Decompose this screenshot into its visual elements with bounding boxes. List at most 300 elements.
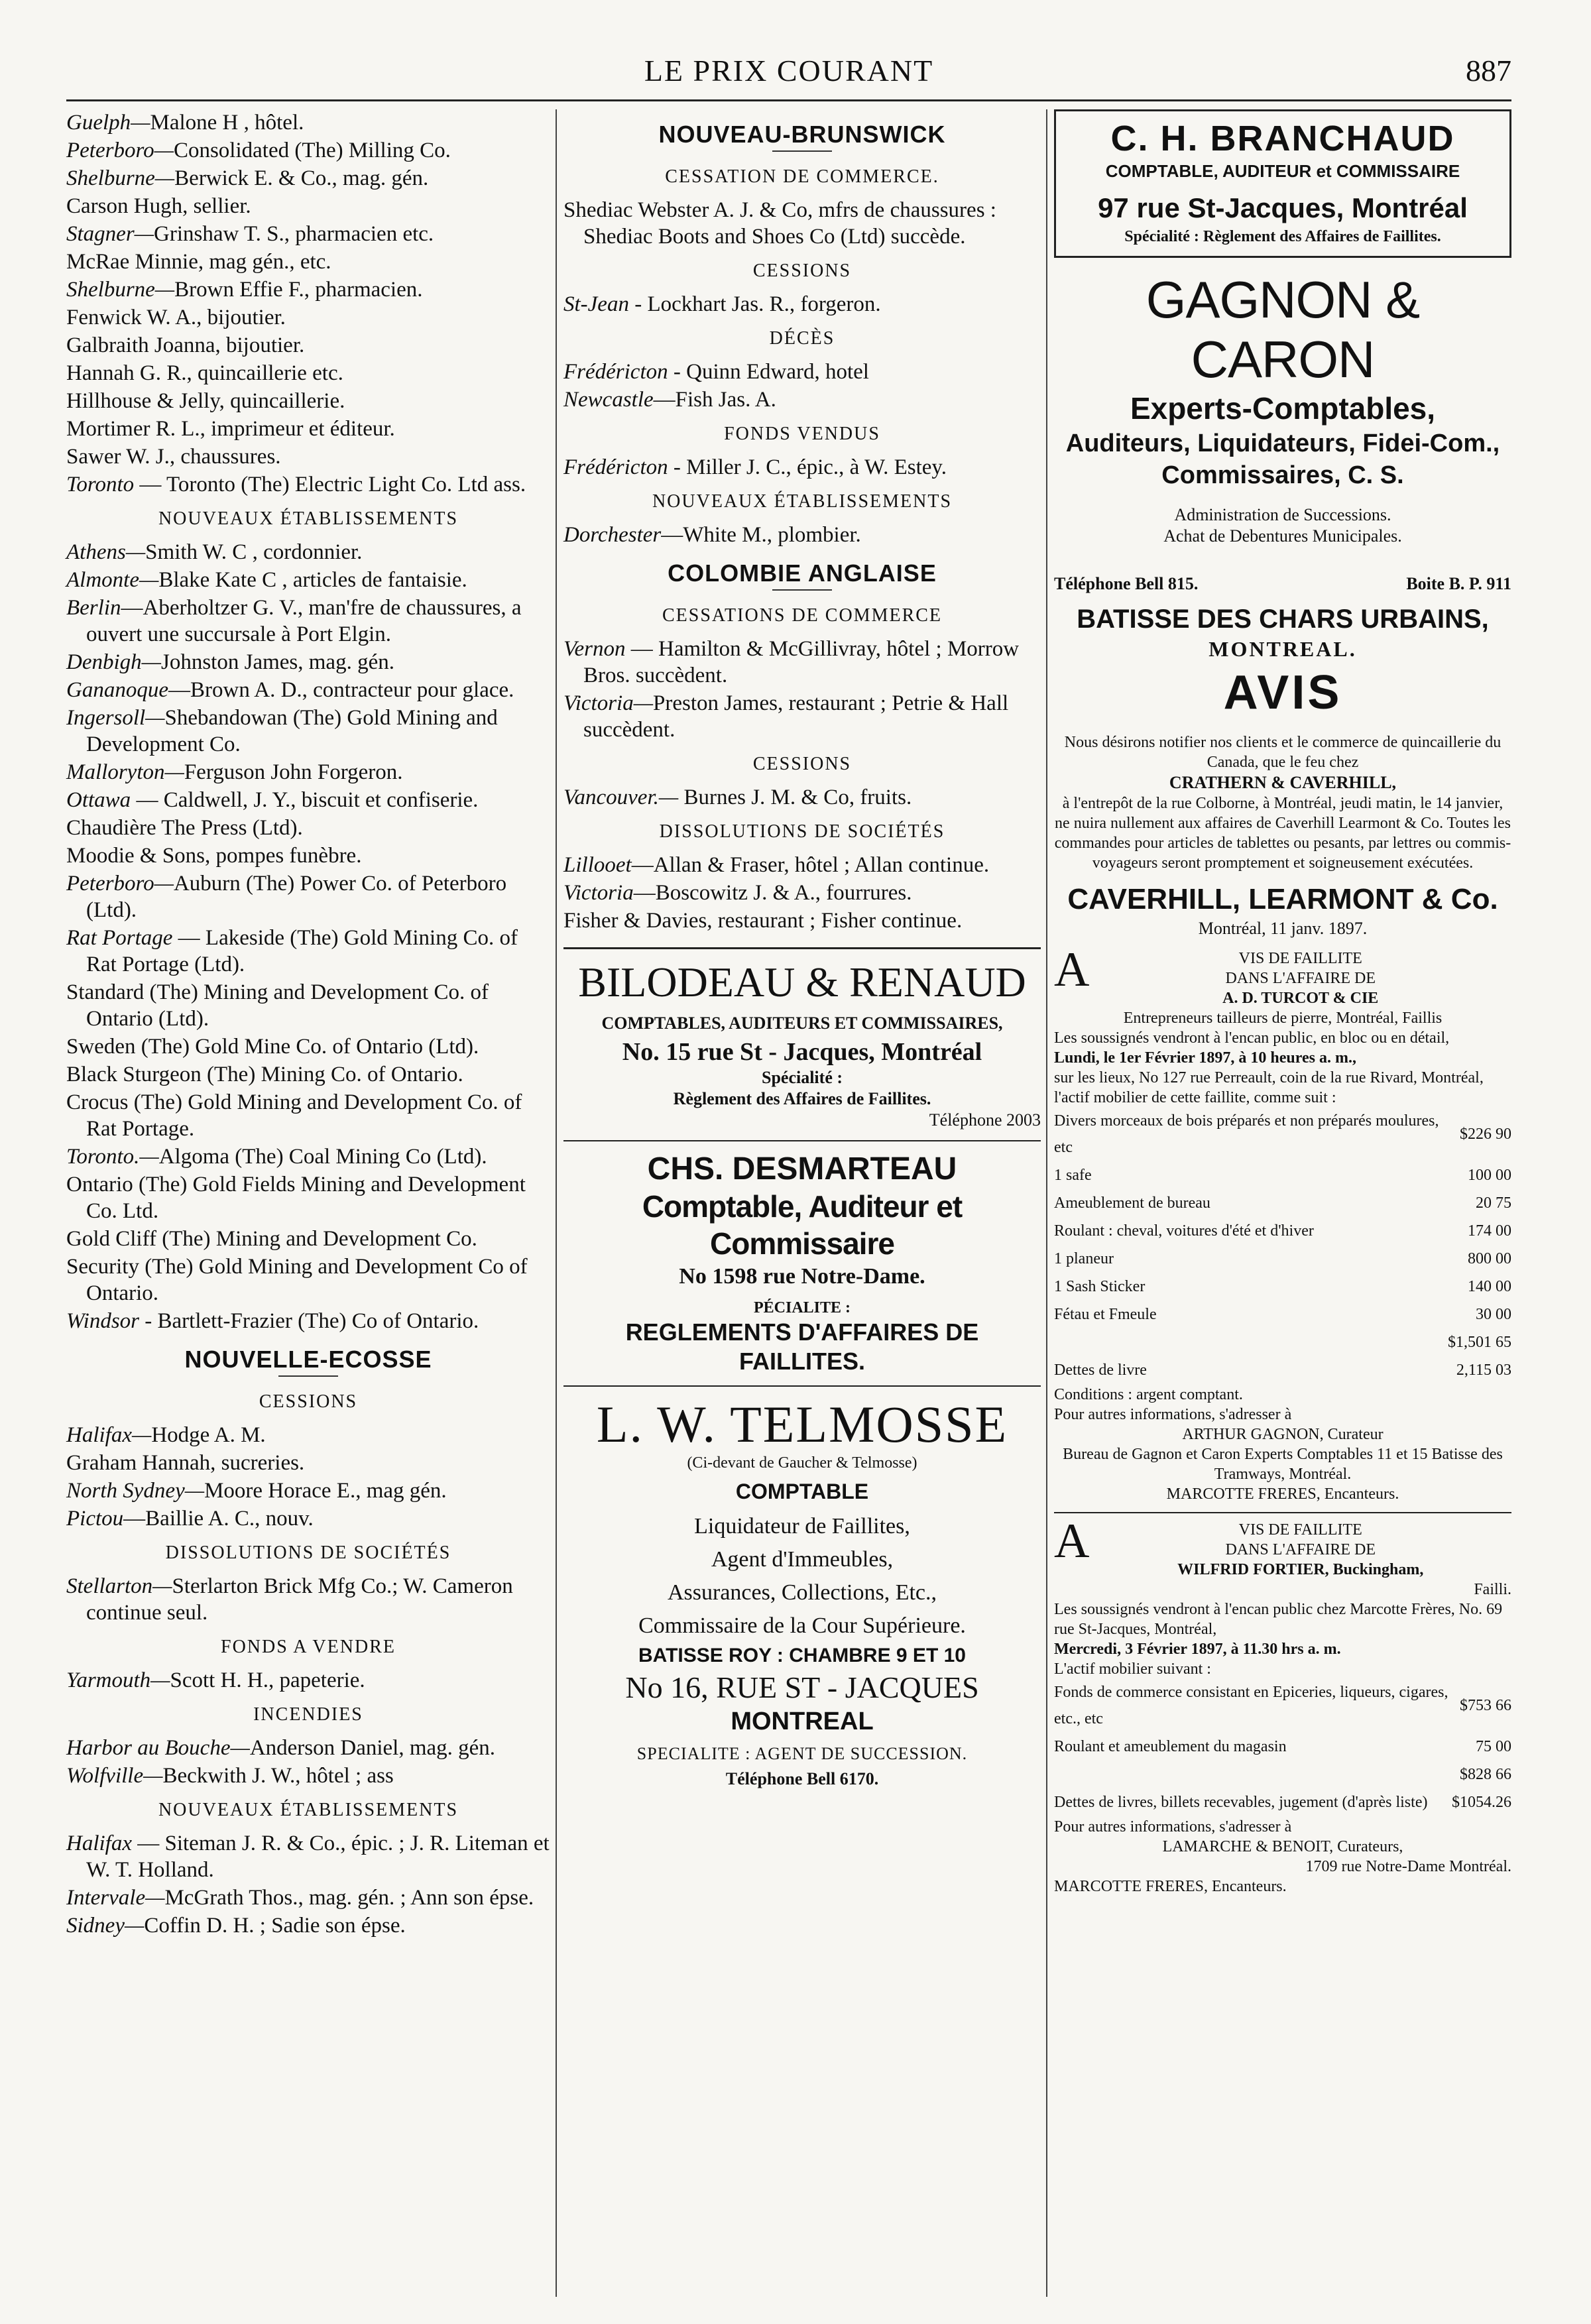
notice-info: Pour autres informations, s'adresser à bbox=[1054, 1406, 1292, 1423]
entry-text: Brown Effie F., pharmacien. bbox=[174, 278, 423, 302]
notice-title: VIS DE FAILLITE bbox=[1238, 1521, 1362, 1539]
entry-place: Rat Portage bbox=[66, 926, 173, 950]
section-heading: DISSOLUTIONS DE SOCIÉTÉS bbox=[165, 1542, 451, 1563]
table-row bbox=[1054, 1789, 1511, 1817]
notice-head-text bbox=[1089, 1520, 1511, 1580]
entry-text: — Lakeside (The) Gold Mining Co. of Rat Portage (Ltd). bbox=[86, 926, 518, 976]
notice-entry bbox=[66, 471, 550, 498]
entry-text: Shediac Webster A. J. & Co, mfrs de chaussures : Shediac Boots and Shoes Co (Ltd) succède. bbox=[563, 198, 996, 249]
entry-text: Grinshaw T. S., pharmacien etc. bbox=[154, 222, 434, 246]
ad-name: L. W. TELMOSSE bbox=[596, 1395, 1008, 1453]
entry-text: Johnston James, mag. gén. bbox=[161, 650, 394, 674]
items-table bbox=[1054, 1108, 1511, 1385]
entry-text: - Bartlett-Frazier (The) Co of Ontario. bbox=[139, 1309, 479, 1333]
section-heading: INCENDIES bbox=[253, 1704, 363, 1725]
entry-text: Carson Hugh, sellier. bbox=[66, 194, 251, 218]
ad-address: 97 rue St-Jacques, Montréal bbox=[1098, 192, 1468, 223]
notice-entry bbox=[66, 759, 550, 785]
notice-entry bbox=[66, 1830, 550, 1883]
ad-avis bbox=[1054, 666, 1511, 939]
entry-place: Ingersoll— bbox=[66, 706, 165, 730]
table-row bbox=[1054, 1733, 1511, 1761]
ad-telmosse bbox=[563, 1396, 1041, 1790]
notice-head bbox=[1054, 943, 1511, 1008]
notice-entry bbox=[66, 870, 550, 923]
notice-title: VIS DE FAILLITE bbox=[1238, 950, 1362, 967]
entry-text: Shebandowan (The) Gold Mining and Development Co. bbox=[86, 706, 498, 756]
entry-place: Toronto.— bbox=[66, 1145, 159, 1169]
notice-entry bbox=[66, 360, 550, 386]
entry-place: Halifax— bbox=[66, 1423, 152, 1447]
entry-text: Standard (The) Mining and Development Co. of Ontario (Ltd). bbox=[66, 980, 489, 1031]
notice-entry bbox=[563, 784, 1041, 811]
item-label: Ameublement de bureau bbox=[1054, 1194, 1210, 1212]
ad-line: Assurances, Collections, Etc., bbox=[667, 1580, 937, 1605]
ad-address: No 16, RUE ST - JACQUES bbox=[625, 1670, 979, 1704]
section-heading: CESSATION DE COMMERCE. bbox=[665, 166, 939, 187]
entry-place: Vernon bbox=[563, 637, 626, 661]
ad-line: Administration de Successions. bbox=[1174, 505, 1391, 524]
ad-spec2: REGLEMENTS D'AFFAIRES DE FAILLITES. bbox=[625, 1318, 979, 1375]
ad-gagnon-caron bbox=[1054, 270, 1511, 662]
notice-entry bbox=[563, 636, 1041, 689]
section-heading: NOUVEAUX ÉTABLISSEMENTS bbox=[158, 1800, 459, 1820]
table-row bbox=[1054, 1679, 1511, 1733]
table-row bbox=[1054, 1246, 1511, 1273]
notice-entry bbox=[66, 1143, 550, 1170]
notice-entry bbox=[66, 539, 550, 565]
ad-line: Comptable, Auditeur et Commissaire bbox=[642, 1189, 963, 1261]
ad-spec: Spécialité : bbox=[761, 1068, 843, 1087]
drop-cap: A bbox=[1054, 943, 1090, 997]
entry-text: Fisher & Davies, restaurant ; Fisher continue. bbox=[563, 909, 963, 933]
notice-entry bbox=[66, 276, 550, 303]
table-row bbox=[1054, 1218, 1511, 1246]
province-heading bbox=[563, 121, 1041, 152]
notice-entry bbox=[66, 815, 550, 841]
ad-former: (Ci-devant de Gaucher & Telmosse) bbox=[687, 1454, 917, 1472]
notice-auctioneer: MARCOTTE FRERES, Encanteurs. bbox=[1166, 1485, 1399, 1503]
ad-title: AVIS bbox=[1223, 666, 1342, 719]
entry-text: Gold Cliff (The) Mining and Development Co. bbox=[66, 1227, 477, 1251]
entry-text: Scott H. H., papeterie. bbox=[170, 1668, 365, 1692]
section-heading: FONDS VENDUS bbox=[724, 424, 880, 444]
entry-text: Ontario (The) Gold Fields Mining and Development Co. Ltd. bbox=[66, 1173, 526, 1223]
notice-entry bbox=[66, 1171, 550, 1224]
table-row bbox=[1054, 1301, 1511, 1329]
item-value: $226 90 bbox=[1460, 1126, 1511, 1143]
notice-entry bbox=[563, 359, 1041, 385]
ad-batisse: BATISSE DES CHARS URBAINS, bbox=[1077, 605, 1489, 634]
entry-text: — Siteman J. R. & Co., épic. ; J. R. Liteman et W. T. Holland. bbox=[86, 1831, 550, 1882]
page-header bbox=[66, 46, 1511, 99]
entry-place: Victoria bbox=[563, 881, 634, 905]
entry-text: Anderson Daniel, mag. gén. bbox=[249, 1736, 496, 1760]
entry-place: Intervale— bbox=[66, 1886, 165, 1910]
ad-city: MONTREAL bbox=[731, 1708, 874, 1735]
notice-head-text bbox=[1089, 949, 1511, 1008]
ad-spec: PÉCIALITE : bbox=[753, 1299, 851, 1316]
total-value: $1,501 65 bbox=[1448, 1334, 1511, 1351]
item-label: 1 Sash Sticker bbox=[1054, 1278, 1146, 1295]
entry-place: Stagner— bbox=[66, 222, 154, 246]
notice-entry bbox=[66, 1089, 550, 1142]
items-table bbox=[1054, 1679, 1511, 1817]
notice-entry bbox=[563, 690, 1041, 743]
entry-place: Denbigh— bbox=[66, 650, 161, 674]
ad-name: GAGNON & CARON bbox=[1146, 270, 1420, 388]
entry-text: Malone H , hôtel. bbox=[150, 111, 304, 135]
table-row bbox=[1054, 1761, 1511, 1789]
entry-place: North Sydney— bbox=[66, 1479, 205, 1503]
notice-body: L'actif mobilier suivant : bbox=[1054, 1660, 1211, 1678]
header-rule bbox=[66, 99, 1511, 101]
notice-entry bbox=[563, 880, 1041, 906]
notice-entry bbox=[563, 522, 1041, 548]
entry-text: Smith W. C , cordonnier. bbox=[145, 540, 363, 564]
notice-date: Mercredi, 3 Février 1897, à 11.30 hrs a. m. bbox=[1054, 1641, 1341, 1658]
item-value: 140 00 bbox=[1468, 1278, 1511, 1295]
entry-text: —Baillie A. C., nouv. bbox=[123, 1507, 314, 1531]
ad-firm: CRATHERN & CAVERHILL, bbox=[1169, 773, 1397, 792]
divider bbox=[563, 947, 1041, 949]
item-value: $1054.26 bbox=[1452, 1794, 1511, 1811]
ad-address: No 1598 rue Notre-Dame. bbox=[679, 1264, 925, 1289]
entry-place: Victoria— bbox=[563, 691, 654, 715]
ad-phone: Téléphone Bell 6170. bbox=[725, 1769, 879, 1788]
journal-title: LE PRIX COURANT bbox=[644, 54, 934, 87]
item-value: 100 00 bbox=[1468, 1167, 1511, 1184]
entry-place: Wolfville— bbox=[66, 1764, 163, 1788]
notice-name: A. D. TURCOT & CIE bbox=[1222, 990, 1379, 1007]
notice-entry bbox=[563, 852, 1041, 878]
section-heading: NOUVEAUX ÉTABLISSEMENTS bbox=[158, 508, 459, 529]
entry-place: Gananoque bbox=[66, 678, 168, 702]
item-value: 75 00 bbox=[1476, 1738, 1511, 1755]
item-label: Dettes de livre bbox=[1054, 1362, 1147, 1379]
entry-text: Sweden (The) Gold Mine Co. of Ontario (Ltd). bbox=[66, 1035, 479, 1059]
item-label: Roulant et ameublement du magasin bbox=[1054, 1738, 1287, 1755]
province-title: NOUVEAU-BRUNSWICK bbox=[658, 121, 946, 148]
ad-contacts bbox=[1054, 573, 1511, 595]
section-heading: CESSIONS bbox=[259, 1391, 358, 1412]
notice-entry bbox=[66, 1912, 550, 1939]
notice-faillite-fortier bbox=[1054, 1514, 1511, 1896]
entry-text: McRae Minnie, mag gén., etc. bbox=[66, 250, 331, 274]
notice-entry bbox=[66, 1573, 550, 1626]
ad-name: CHS. DESMARTEAU bbox=[647, 1151, 957, 1187]
notice-sub: DANS L'AFFAIRE DE bbox=[1225, 970, 1376, 987]
ad-phone: Téléphone Bell 815. bbox=[1054, 574, 1199, 593]
notice-info: Pour autres informations, s'adresser à bbox=[1054, 1818, 1292, 1835]
notice-date: Lundi, le 1er Février 1897, à 10 heures a. m., bbox=[1054, 1049, 1356, 1067]
entry-text: Algoma (The) Coal Mining Co (Ltd). bbox=[158, 1145, 487, 1169]
entry-place: Ottawa bbox=[66, 788, 131, 812]
ad-body: à l'entrepôt de la rue Colborne, à Montréal, jeudi matin, le 14 janvier, ne nuira nullement aux affaires de Caverhill Learmont & Co. Toutes les commandes pour articles de tablettes ou pesants, par lettres ou commis-voyageurs seront promptement et soigneusement exécutées. bbox=[1054, 795, 1511, 872]
item-value: 800 00 bbox=[1468, 1250, 1511, 1267]
notice-entry bbox=[66, 1505, 550, 1532]
heading-rule bbox=[772, 150, 832, 152]
entry-text: Black Sturgeon (The) Mining Co. of Ontario. bbox=[66, 1063, 463, 1086]
entry-place: Peterboro— bbox=[66, 872, 174, 896]
notice-faill: Failli. bbox=[1474, 1581, 1511, 1598]
ad-name: BILODEAU & RENAUD bbox=[578, 959, 1026, 1006]
notice-auctioneer: MARCOTTE FRERES, Encanteurs. bbox=[1054, 1878, 1287, 1895]
entry-place: Halifax bbox=[66, 1831, 132, 1855]
ad-line: COMPTABLE, AUDITEUR et COMMISSAIRE bbox=[1105, 161, 1460, 181]
entry-text: Graham Hannah, sucreries. bbox=[66, 1451, 305, 1475]
notice-entry bbox=[66, 304, 550, 331]
notice-entry bbox=[563, 386, 1041, 413]
notice-entry bbox=[66, 1478, 550, 1504]
entry-text: Crocus (The) Gold Mining and Development Co. of Rat Portage. bbox=[66, 1090, 522, 1141]
ad-body: Nous désirons notifier nos clients et le commerce de quincaillerie du Canada, que le feu chez bbox=[1064, 734, 1502, 771]
entry-text: Sawer W. J., chaussures. bbox=[66, 445, 281, 469]
notice-sub: DANS L'AFFAIRE DE bbox=[1225, 1541, 1376, 1558]
notice-entry bbox=[66, 979, 550, 1032]
entry-text: —White M., plombier. bbox=[661, 523, 861, 547]
notice-entry bbox=[563, 907, 1041, 934]
item-value: $753 66 bbox=[1460, 1697, 1511, 1714]
entry-place: Berlin bbox=[66, 596, 121, 620]
notices-middle bbox=[563, 121, 1041, 934]
province-heading bbox=[563, 560, 1041, 591]
entry-text: Auburn (The) Power Co. of Peterboro (Ltd). bbox=[86, 872, 507, 922]
entry-place: Sidney— bbox=[66, 1914, 145, 1938]
notice-entry bbox=[66, 137, 550, 164]
table-row bbox=[1054, 1357, 1511, 1385]
ad-address: No. 15 rue St - Jacques, Montréal bbox=[622, 1038, 982, 1066]
notice-entry bbox=[563, 291, 1041, 318]
table-row bbox=[1054, 1108, 1511, 1162]
notice-entry bbox=[66, 925, 550, 978]
section-heading: NOUVEAUX ÉTABLISSEMENTS bbox=[652, 491, 953, 512]
entry-text: Security (The) Gold Mining and Development Co of Ontario. bbox=[66, 1255, 528, 1305]
ad-spec: Spécialité : Règlement des Affaires de Faillites. bbox=[1124, 228, 1441, 245]
entry-place: Vancouver.— bbox=[563, 785, 679, 809]
item-value: 30 00 bbox=[1476, 1306, 1511, 1323]
page-number: 887 bbox=[1466, 54, 1511, 87]
ad-role: COMPTABLE bbox=[735, 1480, 869, 1503]
entry-text: Hillhouse & Jelly, quincaillerie. bbox=[66, 389, 345, 413]
notice-entry bbox=[66, 567, 550, 593]
ad-box: Boite B. P. 911 bbox=[1406, 574, 1511, 593]
entry-text: —Boscowitz J. & A., fourrures. bbox=[633, 881, 912, 905]
province-title: NOUVELLE-ECOSSE bbox=[184, 1346, 432, 1373]
divider bbox=[563, 1385, 1041, 1387]
ad-spec2: Règlement des Affaires de Faillites. bbox=[673, 1089, 931, 1108]
table-row bbox=[1054, 1190, 1511, 1218]
notice-name: WILFRID FORTIER, Buckingham, bbox=[1177, 1561, 1424, 1578]
notice-body: Les soussignés vendront à l'encan public, en bloc ou en détail, bbox=[1054, 1029, 1450, 1047]
entry-text: Mortimer R. L., imprimeur et éditeur. bbox=[66, 417, 395, 441]
entry-text: - Quinn Edward, hotel bbox=[668, 360, 869, 384]
notice-entry bbox=[66, 649, 550, 675]
entry-place: Lillooet bbox=[563, 853, 632, 877]
ad-date: Montréal, 11 janv. 1897. bbox=[1198, 919, 1368, 938]
entry-place: Dorchester bbox=[563, 523, 662, 547]
notice-entry bbox=[66, 1253, 550, 1307]
item-value: 2,115 03 bbox=[1456, 1362, 1511, 1379]
ad-city: MONTREAL. bbox=[1208, 637, 1357, 661]
notice-entry bbox=[66, 109, 550, 136]
ad-signature: CAVERHILL, LEARMONT & Co. bbox=[1067, 883, 1498, 915]
entry-place: Frédéricton bbox=[563, 455, 668, 479]
notice-entry bbox=[66, 1885, 550, 1911]
entry-text: Burnes J. M. & Co, fruits. bbox=[678, 785, 912, 809]
entry-text: Moodie & Sons, pompes funèbre. bbox=[66, 844, 362, 868]
table-row bbox=[1054, 1329, 1511, 1357]
notice-entry bbox=[66, 1735, 550, 1761]
item-label: Fonds de commerce consistant en Epiceries, liqueurs, cigares, etc., etc bbox=[1054, 1684, 1448, 1727]
ad-line: Experts-Comptables, bbox=[1130, 391, 1436, 426]
entry-text: Preston James, restaurant ; Petrie & Hall succèdent. bbox=[583, 691, 1009, 742]
entry-text: Blake Kate C , articles de fantaisie. bbox=[158, 568, 467, 592]
entry-text: Hannah G. R., quincaillerie etc. bbox=[66, 361, 343, 385]
entry-text: —Fish Jas. A. bbox=[653, 388, 776, 412]
notice-entry bbox=[66, 388, 550, 414]
notice-curator: ARTHUR GAGNON, Curateur bbox=[1182, 1426, 1384, 1443]
notice-entry bbox=[66, 677, 550, 703]
entry-text: - Miller J. C., épic., à W. Estey. bbox=[668, 455, 947, 479]
item-label: 1 planeur bbox=[1054, 1250, 1114, 1267]
entry-place: St-Jean bbox=[563, 292, 629, 316]
notice-desc: Entrepreneurs tailleurs de pierre, Montréal, Faillis bbox=[1123, 1010, 1443, 1027]
ad-line: Auditeurs, Liquidateurs, Fidei-Com., Commissaires, C. S. bbox=[1065, 430, 1500, 489]
entry-place: Newcastle bbox=[563, 388, 654, 412]
section-heading: DISSOLUTIONS DE SOCIÉTÉS bbox=[659, 821, 945, 842]
province-title: COLOMBIE ANGLAISE bbox=[668, 559, 937, 587]
entry-text: Moore Horace E., mag gén. bbox=[204, 1479, 447, 1503]
section-heading: DÉCÈS bbox=[769, 328, 835, 349]
ad-line: COMPTABLES, AUDITEURS ET COMMISSAIRES, bbox=[601, 1014, 1003, 1033]
entry-place: Shelburne— bbox=[66, 278, 175, 302]
notice-entry bbox=[66, 1308, 550, 1334]
entry-place: Guelph— bbox=[66, 111, 150, 135]
item-label: Dettes de livres, billets recevables, jugement (d'après liste) bbox=[1054, 1794, 1428, 1811]
entry-text: —Allan & Fraser, hôtel ; Allan continue. bbox=[631, 853, 990, 877]
notice-entry bbox=[66, 332, 550, 359]
entry-text: — Hamilton & McGillivray, hôtel ; Morrow Bros. succèdent. bbox=[583, 637, 1020, 687]
notice-entry bbox=[66, 1061, 550, 1088]
entry-place: Peterboro— bbox=[66, 139, 174, 162]
notice-entry bbox=[66, 595, 550, 648]
heading-rule bbox=[772, 589, 832, 591]
notice-entry bbox=[66, 443, 550, 470]
column-right bbox=[1054, 109, 1511, 1896]
drop-cap: A bbox=[1054, 1514, 1090, 1568]
entry-text: Sterlarton Brick Mfg Co.; W. Cameron continue seul. bbox=[86, 1574, 513, 1625]
entry-text: —Brown A. D., contracteur pour glace. bbox=[168, 678, 514, 702]
table-row bbox=[1054, 1162, 1511, 1190]
entry-place: Stellarton— bbox=[66, 1574, 172, 1598]
notice-curator: LAMARCHE & BENOIT, Curateurs, bbox=[1162, 1838, 1403, 1855]
section-heading: CESSIONS bbox=[752, 261, 852, 281]
entry-text: Galbraith Joanna, bijoutier. bbox=[66, 333, 305, 357]
entry-place: Yarmouth— bbox=[66, 1668, 170, 1692]
item-label: Divers morceaux de bois préparés et non préparés moulures, etc bbox=[1054, 1112, 1439, 1156]
notice-entry bbox=[66, 193, 550, 219]
ad-line: Agent d'Immeubles, bbox=[711, 1547, 894, 1572]
entry-text: —Aberholtzer G. V., man'fre de chaussures, a ouvert une succursale à Port Elgin. bbox=[86, 596, 522, 646]
ad-line: Achat de Debentures Municipales. bbox=[1163, 526, 1402, 546]
ad-lines bbox=[563, 1510, 1041, 1643]
entry-place: Harbor au Bouche— bbox=[66, 1736, 250, 1760]
entry-text: Chaudière The Press (Ltd). bbox=[66, 816, 303, 840]
entry-text: — Caldwell, J. Y., biscuit et confiserie. bbox=[131, 788, 479, 812]
section-heading: CESSIONS bbox=[752, 754, 852, 774]
ad-phone: Téléphone 2003 bbox=[929, 1110, 1041, 1130]
entry-text: Hodge A. M. bbox=[151, 1423, 266, 1447]
notice-entry bbox=[66, 1450, 550, 1476]
notice-entry bbox=[66, 416, 550, 442]
notice-cond: Conditions : argent comptant. bbox=[1054, 1386, 1243, 1403]
ad-bilodeau bbox=[563, 959, 1041, 1131]
notice-entry bbox=[563, 454, 1041, 481]
notice-entry bbox=[66, 221, 550, 247]
column-divider bbox=[1046, 109, 1047, 2297]
ad-batisse: BATISSE ROY : CHAMBRE 9 ET 10 bbox=[638, 1645, 966, 1666]
notice-entry bbox=[563, 197, 1041, 250]
column-divider bbox=[556, 109, 557, 2297]
notice-entry bbox=[66, 1033, 550, 1060]
section-heading: FONDS A VENDRE bbox=[221, 1637, 396, 1657]
entry-place: Almonte— bbox=[66, 568, 159, 592]
item-value: 174 00 bbox=[1468, 1222, 1511, 1240]
entry-text: Coffin D. H. ; Sadie son épse. bbox=[144, 1914, 406, 1938]
entry-text: Ferguson John Forgeron. bbox=[184, 760, 403, 784]
table-row bbox=[1054, 1273, 1511, 1301]
entry-place: Frédéricton bbox=[563, 360, 668, 384]
notice-entry bbox=[66, 165, 550, 192]
notice-entry bbox=[66, 1422, 550, 1448]
divider bbox=[1054, 1512, 1511, 1513]
notice-entry bbox=[66, 249, 550, 275]
notice-entry bbox=[66, 787, 550, 813]
ad-desmarteau bbox=[563, 1151, 1041, 1376]
heading-rule bbox=[278, 1375, 338, 1377]
notice-body: Les soussignés vendront à l'encan public chez Marcotte Frères, No. 69 rue St-Jacques, Montréal, bbox=[1054, 1601, 1503, 1638]
notice-body: sur les lieux, No 127 rue Perreault, coin de la rue Rivard, Montréal, l'actif mobilier de cette faillite, comme suit : bbox=[1054, 1069, 1484, 1106]
entry-text: Fenwick W. A., bijoutier. bbox=[66, 306, 286, 329]
column-middle bbox=[563, 109, 1041, 1790]
notice-entry bbox=[66, 842, 550, 869]
notice-curator-address: Bureau de Gagnon et Caron Experts Comptables 11 et 15 Batisse des Tramways, Montréal. bbox=[1063, 1446, 1503, 1483]
entry-text: Berwick E. & Co., mag. gén. bbox=[174, 166, 429, 190]
ad-line: Liquidateur de Faillites, bbox=[694, 1514, 910, 1539]
province-heading bbox=[66, 1346, 550, 1377]
entry-text: Consolidated (The) Milling Co. bbox=[173, 139, 451, 162]
notice-entry bbox=[66, 1226, 550, 1252]
entry-place: Shelburne— bbox=[66, 166, 175, 190]
entry-place: Toronto bbox=[66, 473, 135, 496]
entry-place: Athens— bbox=[66, 540, 146, 564]
item-value: 20 75 bbox=[1476, 1194, 1511, 1212]
entry-text: Beckwith J. W., hôtel ; ass bbox=[162, 1764, 394, 1788]
item-label: Roulant : cheval, voitures d'été et d'hiver bbox=[1054, 1222, 1314, 1240]
ad-line: Commissaire de la Cour Supérieure. bbox=[638, 1613, 966, 1638]
item-label: Fétau et Fmeule bbox=[1054, 1306, 1157, 1323]
notice-entry bbox=[66, 1667, 550, 1694]
notice-faillite-turcot bbox=[1054, 943, 1511, 1504]
entry-place: Windsor bbox=[66, 1309, 140, 1333]
divider bbox=[563, 1140, 1041, 1141]
item-label: 1 safe bbox=[1054, 1167, 1092, 1184]
ad-spec: SPECIALITE : AGENT DE SUCCESSION. bbox=[636, 1744, 968, 1763]
notice-curator-address: 1709 rue Notre-Dame Montréal. bbox=[1305, 1858, 1511, 1875]
notice-entry bbox=[66, 1763, 550, 1789]
column-left bbox=[66, 109, 550, 1940]
